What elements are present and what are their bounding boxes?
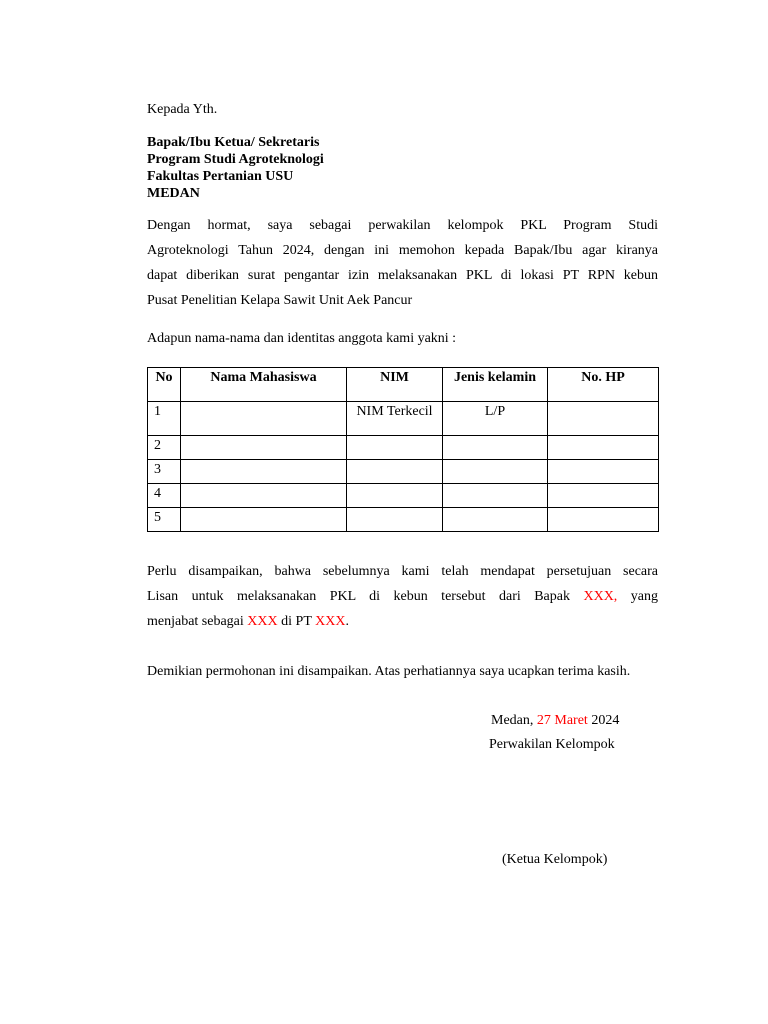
recipient-line: Program Studi Agroteknologi — [147, 152, 324, 167]
table-row — [148, 484, 659, 508]
cell-nama — [181, 508, 347, 532]
cell-jenis-kelamin — [443, 436, 548, 460]
signature-date — [491, 712, 619, 729]
header-jenis-kelamin: Jenis kelamin — [443, 368, 548, 402]
paragraph-line: Dengan hormat, saya sebagai perwakilan kelompok PKL Program Studi — [147, 218, 658, 233]
table-row — [148, 436, 659, 460]
cell-no: 5 — [148, 508, 181, 532]
cell-no-hp — [548, 484, 659, 508]
cell-nama — [181, 484, 347, 508]
cell-no: 1 — [148, 402, 181, 436]
text-span: Lisan untuk melaksanakan PKL di kebun tersebut dari Bapak — [147, 589, 584, 604]
cell-jenis-kelamin — [443, 484, 548, 508]
cell-no-hp — [548, 508, 659, 532]
paragraph-line: Pusat Penelitian Kelapa Sawit Unit Aek Pancur — [147, 293, 413, 308]
text-span: yang — [617, 589, 659, 604]
placeholder-position: XXX — [247, 614, 278, 629]
approval-paragraph — [147, 559, 658, 634]
cell-no: 2 — [148, 436, 181, 460]
paragraph-line: dapat diberikan surat pengantar izin melaksanakan PKL di lokasi PT RPN kebun — [147, 268, 658, 283]
cell-nim — [347, 484, 443, 508]
cell-jenis-kelamin — [443, 460, 548, 484]
recipient-line: MEDAN — [147, 186, 200, 201]
cell-nim — [347, 460, 443, 484]
member-intro: Adapun nama-nama dan identitas anggota kami yakni : — [147, 331, 457, 346]
header-nim: NIM — [347, 368, 443, 402]
cell-jenis-kelamin: L/P — [443, 402, 548, 436]
cell-nama — [181, 460, 347, 484]
cell-nim — [347, 508, 443, 532]
cell-jenis-kelamin — [443, 508, 548, 532]
paragraph-line: Perlu disampaikan, bahwa sebelumnya kami telah mendapat persetujuan secara — [147, 564, 658, 579]
cell-no-hp — [548, 436, 659, 460]
opening-paragraph — [147, 213, 658, 313]
table-row — [148, 402, 659, 436]
recipient-block — [147, 134, 324, 202]
cell-nama — [181, 436, 347, 460]
cell-no: 4 — [148, 484, 181, 508]
cell-nama — [181, 402, 347, 436]
signature-role: Perwakilan Kelompok — [489, 737, 615, 752]
paragraph-line — [147, 609, 658, 634]
year: 2024 — [587, 713, 620, 728]
text-span: menjabat sebagai — [147, 614, 248, 629]
recipient-line: Fakultas Pertanian USU — [147, 169, 294, 184]
paragraph-line — [147, 584, 658, 609]
closing-paragraph: Demikian permohonan ini disampaikan. Atas perhatiannya saya ucapkan terima kasih. — [147, 664, 631, 679]
text-span: di PT — [277, 614, 316, 629]
placeholder-name: XXX, — [583, 589, 618, 604]
cell-no-hp — [548, 460, 659, 484]
cell-nim — [347, 436, 443, 460]
date-highlight: 27 Maret — [536, 713, 588, 728]
cell-no: 3 — [148, 460, 181, 484]
header-no-hp: No. HP — [548, 368, 659, 402]
signature-name: (Ketua Kelompok) — [502, 852, 608, 867]
salutation: Kepada Yth. — [147, 102, 218, 117]
table-header-row — [148, 368, 659, 402]
city: Medan, — [491, 713, 537, 728]
paragraph-line: Agroteknologi Tahun 2024, dengan ini memohon kepada Bapak/Ibu agar kiranya — [147, 243, 658, 258]
member-table — [147, 367, 659, 532]
placeholder-company: XXX — [315, 614, 346, 629]
cell-no-hp — [548, 402, 659, 436]
header-nama: Nama Mahasiswa — [181, 368, 347, 402]
header-no: No — [148, 368, 181, 402]
table-row — [148, 508, 659, 532]
text-span: . — [345, 614, 349, 629]
table-row — [148, 460, 659, 484]
recipient-line: Bapak/Ibu Ketua/ Sekretaris — [147, 135, 320, 150]
cell-nim: NIM Terkecil — [347, 402, 443, 436]
